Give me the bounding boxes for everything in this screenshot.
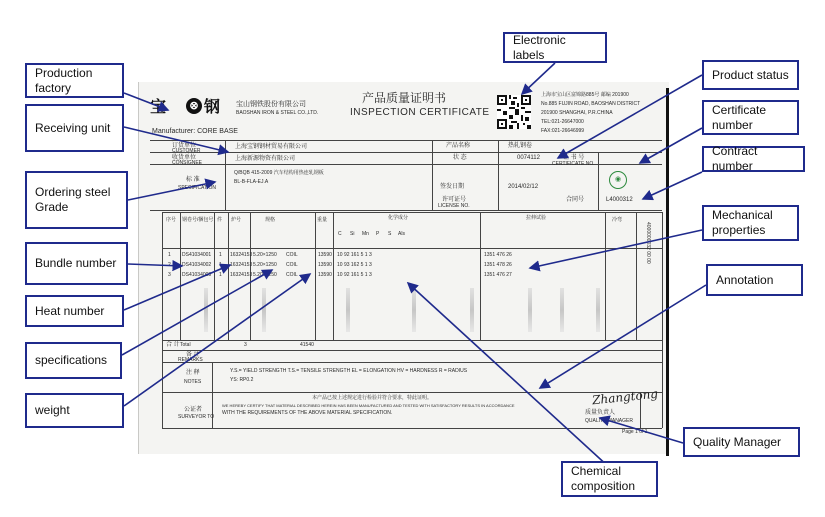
statement-cn: 本产品已按上述规定进行检验并符合要求，特此证明。 [312,395,433,401]
certificate-number-value: 0074112 [517,155,540,161]
license-label-en: LICENSE NO. [438,203,470,209]
callout-label: Bundle number [35,256,117,270]
quality-seal-icon: ◉ [609,171,627,189]
callout-contract-number [702,146,805,172]
callout-label: Receiving unit [35,120,111,135]
spec-label: 标 准 [186,177,200,183]
electronic-label-qr-icon [497,95,531,129]
contract-label: 合同号 [566,197,585,203]
manufacturer-line: Manufacturer: CORE BASE [152,128,238,135]
baosteel-logo-icon: ⊗ [186,98,202,114]
row-heat-number: 16324153 [230,252,253,258]
certificate-number-label-en: CERTIFICATE NO. [552,161,595,167]
chem-element: C [338,231,342,237]
row-weight: 13590 [318,262,332,268]
row-form: COIL [286,252,298,258]
logo-text-bao: 宝 [150,99,167,116]
chem-element: Mn [362,231,369,237]
row-spec: 5.20×1250 [253,262,277,268]
row-mechanical: 1351 476 26 [484,252,512,258]
spec-value-1: Q/BQB 415-2009 汽车结构用热连轧钢板 [234,170,324,176]
row-no: 1 [168,252,171,258]
certificate-title-en: INSPECTION CERTIFICATE [350,107,490,118]
col-header-chemical: 化学成分 [388,215,409,221]
row-weight: 13590 [318,252,332,258]
col-header-coil: 钢卷号/捆包号 [182,217,214,223]
notes-label: 注 释 [186,370,200,376]
page-indicator: Page 1 of 1 [622,429,648,435]
row-qty: 1 [219,272,222,278]
row-no: 2 [168,262,171,268]
callout-annotation [706,264,803,296]
row-spec: 5.20×1250 [253,252,277,258]
logo-text-gang: 钢 [204,99,221,116]
product-value: 热轧钢卷 [508,143,533,149]
address-line: FAX:021-26646999 [541,128,585,134]
total-weight: 41540 [300,342,314,348]
callout-quality-manager [683,427,800,457]
callout-label: Heat number [35,303,105,318]
callout-receiving-unit [25,104,124,152]
row-chemistry: 10 92 161 5 1 3 [337,272,372,278]
surveyor-label: 公证者 [184,407,203,413]
total-label: 合 计 [166,342,180,348]
callout-production-factory [25,63,124,98]
customer-label-en: CUSTOMER [172,148,201,154]
callout-bundle-number [25,242,128,285]
chem-element: Als [398,231,405,237]
surveyor-label-en: SURVEYOR TO [178,414,215,420]
callout-label: Contract number [712,144,758,173]
callout-label: Certificate number [712,102,767,132]
col-header-weight: 重量 [317,217,328,223]
remarks-label-en: REMARKS [178,357,203,363]
row-form: COIL [286,262,298,268]
row-coil-number: DS41034002 [182,262,212,268]
notes-text: Y.S.= YIELD STRENGTH T.S.= TENSILE STRENGTH EL = ELONGATION HV = HARDNESS R = RADIUS [230,368,468,374]
row-chemistry: 10 92 161 5 1 3 [337,252,372,258]
customer-value: 上海宝钢钢材贸易有限公司 [235,144,308,150]
total-count: 3 [244,342,247,348]
row-heat-number: 16324153 [230,262,253,268]
chem-element: Si [350,231,355,237]
spec-label-en: SPECIFICATION [178,185,216,191]
product-status-label: 状 态 [453,155,467,161]
contract-number-value: L4000312 [606,197,633,203]
col-header-qty: 件 [217,217,223,223]
remarks-label: 备 注 [186,352,200,358]
certificate-number-label: 证 书 号 [563,155,585,161]
company-name-en: BAOSHAN IRON & STEEL CO.,LTD. [236,110,319,116]
certificate-title-cn: 产品质量证明书 [362,91,447,105]
col-header-spec: 规格 [265,217,276,223]
customer-label: 订货单位 [172,143,197,149]
quality-manager-label-en: QUALITY MANAGER [585,418,633,424]
col-header-heat: 炉号 [231,217,242,223]
col-header-no: 序号 [166,217,177,223]
callout-label: specifications [35,353,108,367]
callout-label: Quality Manager [693,434,782,449]
callout-label: Chemical composition [571,464,636,493]
callout-certificate-number [702,100,799,135]
row-coil-number: DS41034001 [182,252,212,258]
issue-date-value: 2014/02/12 [508,184,539,190]
callout-label: Mechanical properties [712,208,773,237]
quality-manager-signature: Zhangtong [591,386,659,408]
address-line: TEL:021-26647000 [541,119,584,125]
statement-en-2: WITH THE REQUIREMENTS OF THE ABOVE MATERIAL SPECIFICATION. [222,410,393,416]
row-heat-number: 16324153 [230,272,253,278]
row-weight: 13590 [318,272,332,278]
notes-label-en: NOTES [184,379,202,385]
callout-product-status [702,60,799,90]
spec-value-2: BL-B-FLA-EJ.A [234,179,269,185]
side-code: 4000000032 00 00 [645,222,651,264]
row-coil-number: DS41034003 [182,272,212,278]
col-header-tensile: 拉伸试验 [526,215,547,221]
company-name-cn: 宝山钢铁股份有限公司 [236,101,306,108]
certificate-edge [666,88,669,456]
row-chemistry: 10 93 162 5 1 3 [337,262,372,268]
row-mechanical: 1351 476 27 [484,272,512,278]
callout-electronic-labels [503,32,607,63]
consignee-label: 收货单位 [172,155,197,161]
row-qty: 1 [219,262,222,268]
callout-mechanical-properties [702,205,799,241]
row-qty: 1 [219,252,222,258]
callout-specifications [25,342,122,379]
row-form: COIL [286,272,298,278]
chem-element: P [376,231,380,237]
issue-date-label: 签发日期 [440,184,465,190]
address-line: 上海市宝山区富锦路885号 邮编 201900 [541,92,629,98]
row-mechanical: 1351 478 26 [484,262,512,268]
callout-label: Annotation [716,272,774,287]
consignee-label-en: CONSIGNEE [172,160,203,166]
row-no: 3 [168,272,171,278]
callout-label: weight [35,403,70,417]
callout-label: Product status [712,67,789,82]
notes-text-2: YS: RP0.2 [230,377,254,383]
callout-weight [25,393,124,428]
callout-chemical-composition [561,461,658,497]
callout-heat-number [25,295,124,327]
address-line: 201900 SHANGHAI, P.R.CHINA [541,110,613,116]
statement-en-1: WE HEREBY CERTIFY THAT MATERIAL DESCRIBED HEREIN HAS BEEN MANUFACTURED AND TESTED WITH SATISFACTORY RESULTS IN ACCORDANCE [222,403,515,408]
callout-ordering-steel-grade [25,171,128,229]
consignee-value: 上海新源物资有限公司 [235,156,296,162]
callout-label: Production factory [35,65,93,95]
quality-manager-label: 质量负责人 [585,410,616,416]
callout-label: Electronic labels [513,32,566,62]
license-label: 许可证号 [442,197,467,203]
col-header-bend: 冷弯 [612,217,623,223]
chem-element: S [388,231,392,237]
row-spec: 5.20×1250 [253,272,277,278]
callout-label: Ordering steel Grade [35,185,111,214]
total-label-en: Total [180,342,191,348]
address-line: No.885 FUJIN ROAD, BAOSHAN DISTRICT [541,101,641,107]
product-label: 产品名称 [446,143,471,149]
